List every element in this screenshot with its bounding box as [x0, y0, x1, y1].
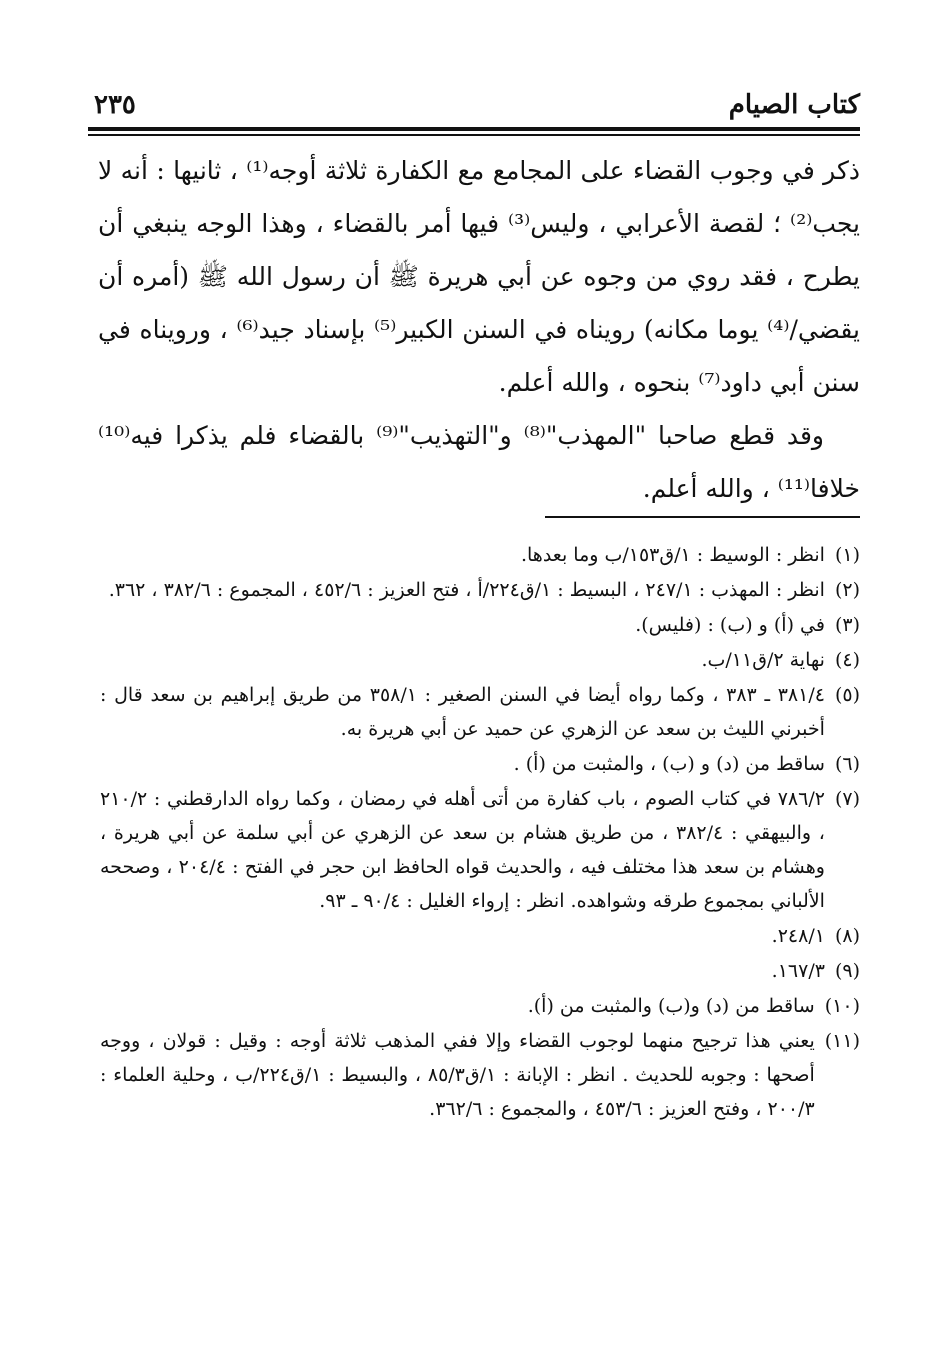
footnote-text: انظر : الوسيط : ١/ق١٥٣/ب وما بعدها. [520, 544, 825, 566]
header-rule-thick [88, 127, 860, 131]
footnote-number: (٥) [834, 684, 860, 706]
footnote-9 [100, 954, 860, 988]
body-paragraph-2: وقد قطع صاحبا "المهذب"⁽⁸⁾ و"التهذيب"⁽⁹⁾ بالقضاء فلم يذكرا فيه⁽¹⁰⁾ خلافا⁽¹¹⁾ ، والله أعلم. [98, 421, 860, 503]
footnote-text: في (أ) و (ب) : (فليس). [635, 614, 825, 636]
footnote-8 [100, 919, 860, 953]
footnote-7 [100, 782, 860, 918]
footnote-5 [100, 678, 860, 746]
footnote-text: ساقط من (د) و(ب) والمثبت من (أ). [527, 995, 815, 1017]
footnote-number: (٩) [834, 960, 860, 982]
footnotes [100, 538, 860, 1127]
footnote-text: انظر : المهذب : ٢٤٧/١ ، البسيط : ١/ق٢٢٤/أ ، فتح العزيز : ٤٥٢/٦ ، المجموع : ٣٨٢/٦ ، ٣٦٢. [108, 579, 825, 601]
footnote-text: ١٦٧/٣. [771, 960, 825, 982]
footnote-text: ٧٨٦/٢ في كتاب الصوم ، باب كفارة من أتى أهله في رمضان ، وكما رواه الدارقطني : ٢١٠/٢ ، والبيهقي : ٣٨٢/٤ ، من طريق هشام بن سعد عن الزهري عن أبي سلمة عن أبي هريرة ، وهشام بن سعد هذا مختلف فيه ، والحديث قواه الحافظ ابن حجر في الفتح : ٢٠٤/٤ ، وصححه الألباني بمجموع طرقه وشواهده. انظر : إرواء الغليل : ٩٠/٤ ـ ٩٣. [100, 788, 825, 912]
footnote-11 [100, 1024, 860, 1126]
main-text [98, 144, 860, 515]
footnote-4 [100, 643, 860, 677]
footnote-number: (٦) [834, 753, 860, 775]
running-header [88, 88, 860, 122]
footnote-6 [100, 747, 860, 781]
page-number: ٢٣٥ [94, 90, 136, 120]
footnote-number: (١) [834, 544, 860, 566]
footnote-number: (٣) [834, 614, 860, 636]
footnote-number: (٧) [834, 788, 860, 810]
footnote-text: ٢٤٨/١. [771, 925, 825, 947]
footnote-text: نهاية ٢/ق١١/ب. [701, 649, 825, 671]
footnote-number: (٨) [834, 925, 860, 947]
footnote-1 [100, 538, 860, 572]
footnote-separator [545, 516, 860, 518]
footnote-2 [100, 573, 860, 607]
footnote-number: (١١) [824, 1030, 860, 1052]
footnote-text: ٣٨١/٤ ـ ٣٨٣ ، وكما رواه أيضا في السنن الصغير : ٣٥٨/١ من طريق إبراهيم بن سعد قال : أخبرني الليث بن سعد عن الزهري عن حميد عن أبي هريرة به. [100, 684, 825, 740]
footnote-number: (٢) [834, 579, 860, 601]
book-title: كتاب الصيام [728, 90, 860, 120]
footnote-number: (١٠) [824, 995, 860, 1017]
footnote-number: (٤) [834, 649, 860, 671]
footnote-10 [100, 989, 860, 1023]
footnote-text: يعني هذا ترجيح منهما لوجوب القضاء وإلا ففي المذهب ثلاثة أوجه : وقيل : قولان ، ووجه أصحها : وجوبه للحديث . انظر : الإبانة : ١/ق٨٥/٣ ، والبسيط : ١/ق٢٢٤/ب ، وحلية العلماء : ٢٠٠/٣ ، وفتح العزيز : ٤٥٣/٦ ، والمجموع : ٣٦٢/٦. [100, 1030, 815, 1120]
footnote-3 [100, 608, 860, 642]
body-paragraph-1: ذكر في وجوب القضاء على المجامع مع الكفارة ثلاثة أوجه⁽¹⁾ ، ثانيها : أنه لا يجب⁽²⁾ ؛ لقصة الأعرابي ، وليس⁽³⁾ فيها أمر بالقضاء ، وهذا الوجه ينبغي أن يطرح ، فقد روي من وجوه عن أبي هريرة ﷺ أن رسول الله ﷺ (أمره أن يقضي/⁽⁴⁾ يوما مكانه) رويناه في السنن الكبير⁽⁵⁾ بإسناد جيد⁽⁶⁾ ، ورويناه في سنن أبي داود⁽⁷⁾ بنحوه ، والله أعلم. [98, 156, 861, 397]
header-rule-thin [88, 134, 860, 136]
footnote-text: ساقط من (د) و (ب) ، والمثبت من (أ) . [513, 753, 825, 775]
